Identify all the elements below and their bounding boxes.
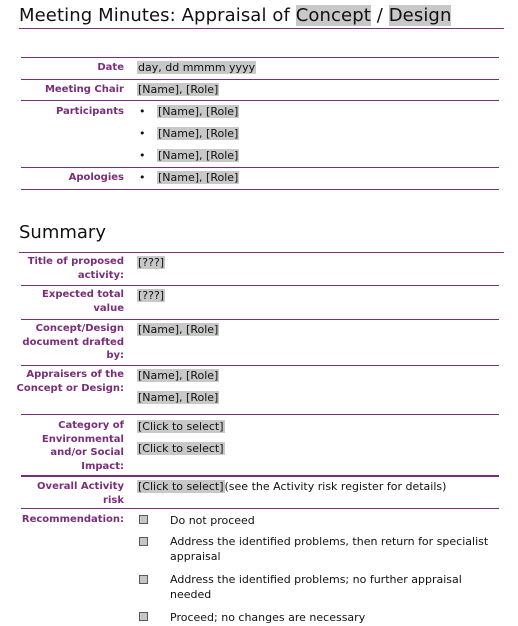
bullet-icon: • [139,149,146,162]
participants-label: Participants [55,106,124,117]
table-divider [21,475,499,477]
table-divider [21,79,499,80]
recommendation-label: Recommendation: [21,514,124,525]
table-divider [21,365,499,366]
drafted-by-field[interactable]: [Name], [Role] [138,323,219,336]
checkbox-icon[interactable] [139,537,148,546]
expected-value-field[interactable]: [???] [138,289,165,302]
recommendation-option: Address the identified problems; no further appraisal needed [170,573,462,601]
table-divider [21,285,499,286]
recommendation-option: Do not proceed [170,514,255,527]
summary-heading: Summary [19,222,106,243]
risk-select[interactable]: [Click to select] [138,480,224,493]
title-field[interactable]: [???] [138,256,165,269]
category-select[interactable]: [Click to select] [138,420,224,433]
table-divider [21,167,499,168]
title-separator: / [370,5,389,26]
category-label: Category of Environmental and/or Social Impact: [41,420,124,472]
checkbox-icon[interactable] [139,575,148,584]
meeting-chair-field[interactable]: [Name], [Role] [138,83,219,96]
checkbox-icon[interactable] [139,612,148,621]
title-divider [19,28,504,29]
meeting-chair-label: Meeting Chair [44,84,124,95]
participant-field[interactable]: [Name], [Role] [158,127,239,140]
drafted-by-label: Concept/Design document drafted by: [22,323,124,361]
summary-divider [19,252,504,253]
appraiser-field[interactable]: [Name], [Role] [138,369,219,382]
apologies-label: Apologies [68,172,124,183]
risk-note: (see the Activity risk register for details) [224,480,447,493]
date-label: Date [97,62,124,73]
recommendation-option: Address the identified problems, then return for specialist appraisal [170,535,489,563]
page-title [19,5,451,26]
concept-placeholder[interactable]: Concept [295,5,371,26]
table-divider [21,189,499,190]
appraisers-label: Appraisers of the Concept or Design: [16,369,124,394]
checkbox-icon[interactable] [139,515,148,524]
title-text: Meeting Minutes: Appraisal of [19,5,296,26]
table-divider [21,414,499,415]
design-placeholder[interactable]: Design [388,5,452,26]
recommendation-option: Proceed; no changes are necessary [170,611,366,624]
table-divider [21,508,499,509]
category-select[interactable]: [Click to select] [138,442,224,455]
bullet-icon: • [139,127,146,140]
date-field[interactable]: day, dd mmmm yyyy [138,61,256,74]
participant-field[interactable]: [Name], [Role] [158,105,239,118]
bullet-icon: • [139,105,146,118]
table-divider [21,319,499,320]
participant-field[interactable]: [Name], [Role] [158,149,239,162]
appraiser-field[interactable]: [Name], [Role] [138,391,219,404]
expected-value-label: Expected total value [42,289,124,314]
apologies-field[interactable]: [Name], [Role] [158,171,239,184]
bullet-icon: • [139,171,146,184]
table-divider [21,57,499,58]
risk-label: Overall Activity risk [37,481,124,506]
title-label: Title of proposed activity: [27,256,124,281]
table-divider [21,100,499,101]
